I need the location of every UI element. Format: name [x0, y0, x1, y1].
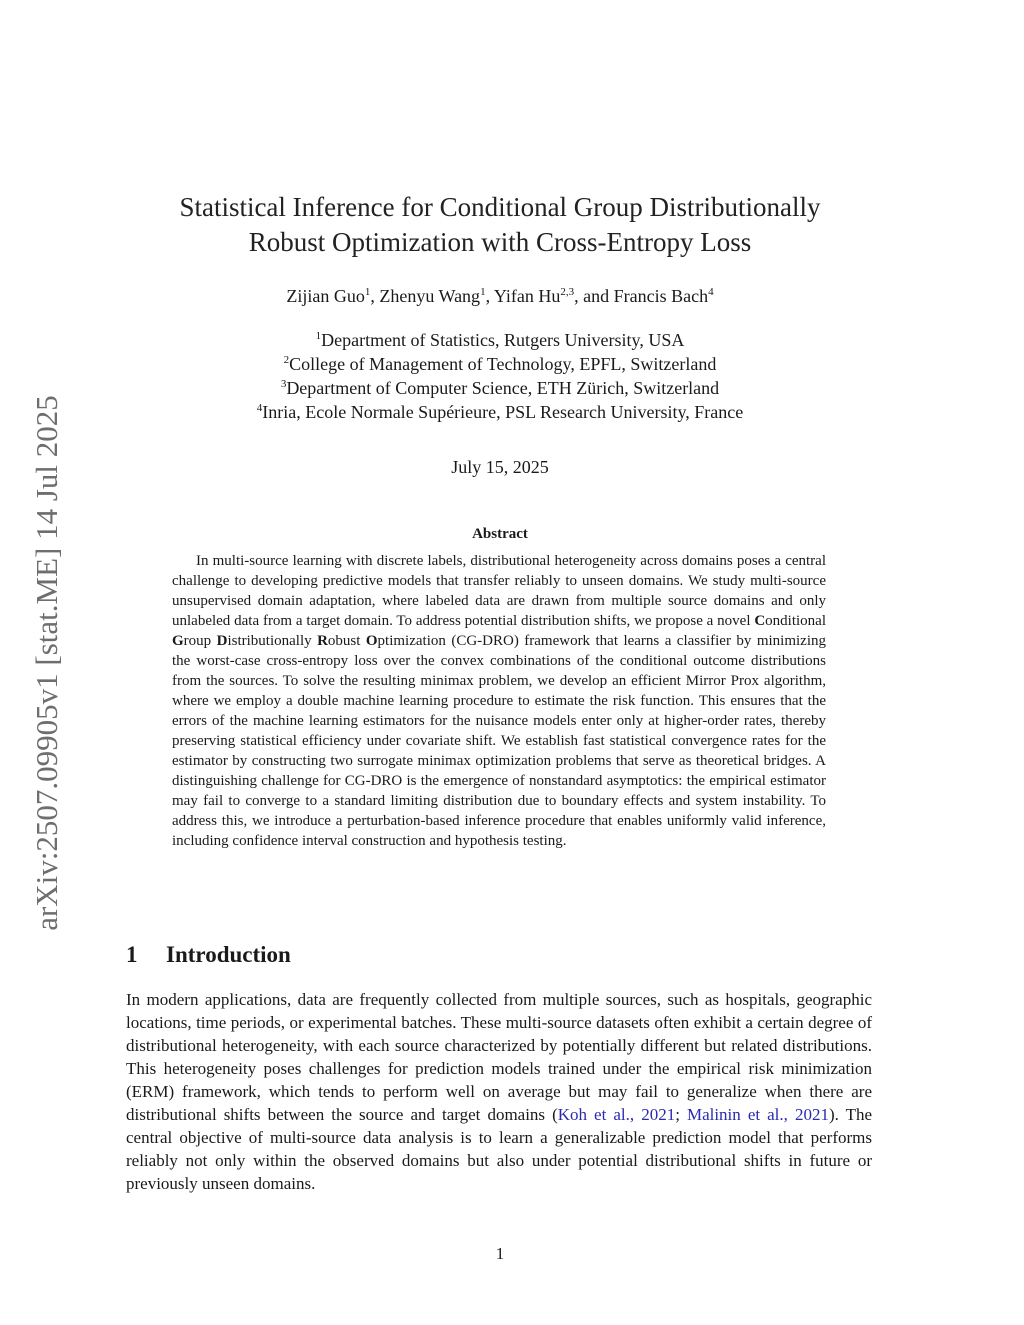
citation-link-koh[interactable]: Koh et al., 2021 [557, 1105, 676, 1124]
author: Francis Bach$^4$ [613, 286, 714, 306]
title-line-1: Statistical Inference for Conditional Group Distributionally [179, 192, 821, 222]
abstract-text: In multi-source learning with discrete labels, distributional heterogeneity across domains poses a central challenge to developing predictive models that transfer reliably to unseen domains. We study multi-source unsupervised domain adaptation, where labeled data are drawn from multiple source domains and only unlabeled data from a target domain. To address potential distribution shifts, we propose a novel Conditional Group Distributionally Robust Optimization (CG-DRO) framework that learns a classifier by minimizing the worst-case cross-entropy loss over the convex combinations of the conditional outcome distributions from the sources. To solve the resulting minimax problem, we develop an efficient Mirror Prox algorithm, where we employ a double machine learning procedure to estimate the risk function. This ensures that the errors of the machine learning estimators for the nuisance models enter only at higher-order rates, thereby preserving statistical efficiency under covariate shift. We establish fast statistical convergence rates for the estimator by constructing two surrogate minimax optimization problems that serve as theoretical bridges. A distinguishing challenge for CG-DRO is the emergence of nonstandard asymptotics: the empirical estimator may fail to converge to a standard limiting distribution due to boundary effects and system instability. To address this, we introduce a perturbation-based inference procedure that enables uniformly valid inference, including confidence interval construction and hypothesis testing. [172, 553, 826, 849]
affiliation: $^4$Inria, Ecole Normale Supérieure, PSL Research University, France [256, 402, 744, 422]
affiliation: $^2$College of Management of Technology, EPFL, Switzerland [283, 354, 717, 374]
citation-link-malinin[interactable]: Malinin et al., 2021 [686, 1105, 829, 1124]
title-line-2: Robust Optimization with Cross-Entropy Loss [248, 227, 752, 257]
abstract-heading: Abstract [472, 526, 528, 542]
author: Yifan Hu$^{2,3}$, and [493, 286, 614, 306]
affiliation: $^1$Department of Statistics, Rutgers University, USA [315, 330, 685, 350]
author: Zijian Guo$^1$, [286, 286, 380, 306]
page-number: 1 [495, 1244, 505, 1263]
introduction-paragraph: In modern applications, data are frequently collected from multiple sources, such as hospitals, geographic locations, time periods, or experimental batches. These multi-source datasets often exhibit a certain degree of distributional heterogeneity, with each source characterized by potentially different but related distributions. This heterogeneity poses challenges for prediction models trained under the empirical risk minimization (ERM) framework, which tends to perform well on average but may fail to generalize when there are distributional shifts between the source and target domains (Koh et al., 2021; Malinin et al., 2021). The central objective of multi-source data analysis is to learn a generalizable prediction model that performs reliably not only within the observed domains but also under potential distributional shifts in future or previously unseen domains. [126, 990, 873, 1193]
arxiv-identifier-stamp: arXiv:2507.09905v1 [stat.ME] 14 Jul 2025 [29, 395, 64, 931]
section-number: 1 [126, 942, 138, 967]
affiliation-list [120, 328, 880, 424]
author: Zhenyu Wang$^1$, [379, 286, 494, 306]
section-title: Introduction [166, 942, 291, 967]
section-heading-introduction [126, 942, 291, 968]
paper-title [120, 190, 880, 260]
author-list [120, 286, 880, 307]
affiliation: $^3$Department of Computer Science, ETH Zürich, Switzerland [280, 378, 720, 398]
publication-date: July 15, 2025 [451, 457, 549, 477]
